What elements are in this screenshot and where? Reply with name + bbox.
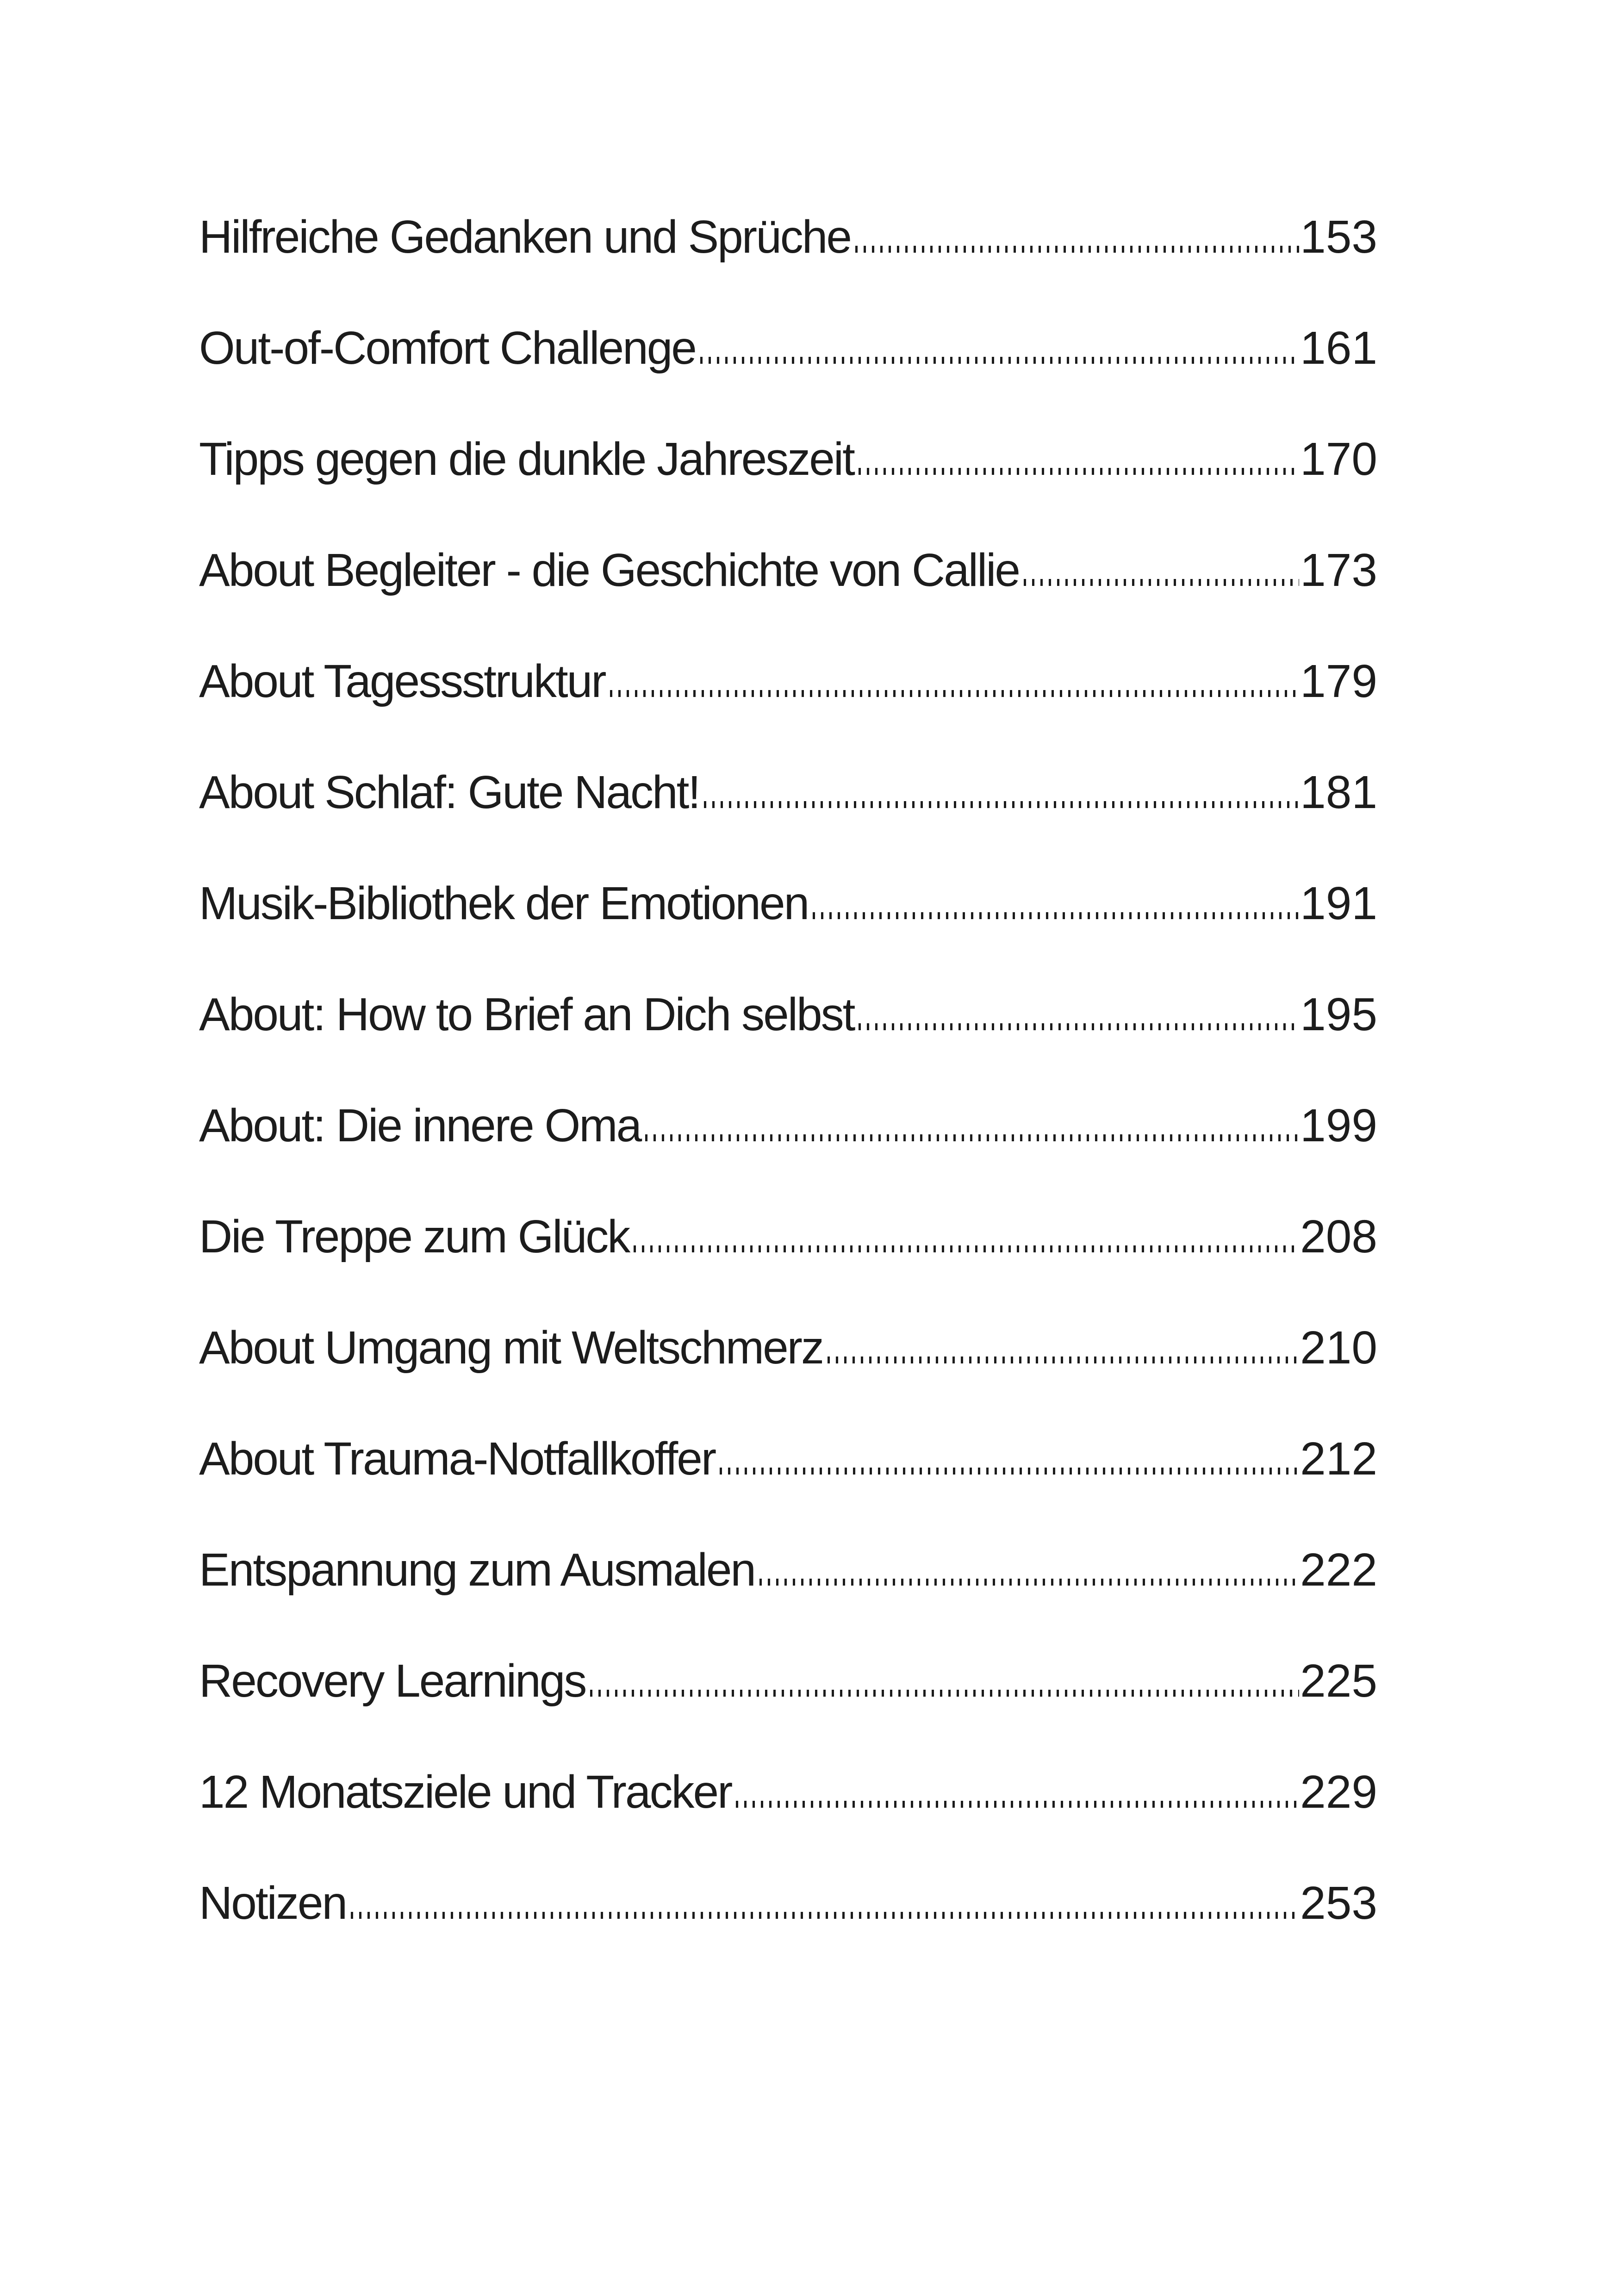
toc-dot-leader	[700, 357, 1299, 364]
toc-entry-page: 173	[1300, 544, 1377, 596]
toc-entry-page: 253	[1300, 1877, 1377, 1929]
toc-entry-title: Musik-Bibliothek der Emotionen	[199, 877, 809, 929]
toc-entry	[199, 404, 1377, 515]
toc-entry-title: Out-of-Comfort Challenge	[199, 322, 696, 374]
toc-entry	[199, 181, 1377, 292]
toc-dot-leader	[645, 1134, 1299, 1141]
toc-entry-title: Hilfreiche Gedanken und Sprüche	[199, 211, 851, 263]
toc-entry-page: 179	[1300, 655, 1377, 707]
toc-entry-title: Tipps gegen die dunkle Jahreszeit	[199, 433, 854, 485]
toc-entry	[199, 959, 1377, 1070]
toc-dot-leader	[720, 1468, 1299, 1475]
toc-entry-title: Entspannung zum Ausmalen	[199, 1544, 755, 1596]
toc-entry	[199, 1070, 1377, 1181]
toc-entry-page: 181	[1300, 766, 1377, 818]
toc-entry-title: About Begleiter - die Geschichte von Callie	[199, 544, 1020, 596]
toc-entry-page: 191	[1300, 877, 1377, 929]
toc-entry-title: About: How to Brief an Dich selbst	[199, 989, 854, 1040]
toc-entry	[199, 1736, 1377, 1848]
toc-dot-leader	[859, 1023, 1299, 1030]
toc-entry	[199, 848, 1377, 959]
toc-dot-leader	[1024, 579, 1299, 586]
toc-entry-page: 225	[1300, 1655, 1377, 1707]
toc-entry	[199, 626, 1377, 737]
toc-entry-title: Recovery Learnings	[199, 1655, 586, 1707]
toc-dot-leader	[813, 912, 1299, 919]
toc-dot-leader	[610, 690, 1300, 697]
toc-entry-title: About Tagessstruktur	[199, 655, 605, 707]
toc-entry-page: 161	[1300, 322, 1377, 374]
toc-dot-leader	[828, 1356, 1299, 1363]
toc-entry-title: About Umgang mit Weltschmerz	[199, 1322, 823, 1374]
toc-dot-leader	[704, 801, 1299, 808]
toc-entry-title: About Trauma-Notfallkoffer	[199, 1433, 716, 1485]
toc-dot-leader	[590, 1690, 1299, 1697]
toc-entry	[199, 1181, 1377, 1292]
toc-dot-leader	[351, 1912, 1299, 1919]
toc-dot-leader	[859, 468, 1299, 475]
toc-dot-leader	[736, 1801, 1299, 1808]
toc-entry-page: 212	[1300, 1433, 1377, 1485]
toc-entry-page: 229	[1300, 1766, 1377, 1818]
toc-entry-page: 208	[1300, 1211, 1377, 1263]
toc-entry	[199, 1403, 1377, 1514]
toc-entry	[199, 1514, 1377, 1625]
toc-dot-leader	[855, 246, 1299, 253]
toc-entry-page: 199	[1300, 1100, 1377, 1151]
toc-entry-page: 170	[1300, 433, 1377, 485]
toc-entry-page: 210	[1300, 1322, 1377, 1374]
toc-entry	[199, 737, 1377, 848]
toc-dot-leader	[759, 1579, 1299, 1586]
toc-entry-page: 222	[1300, 1544, 1377, 1596]
toc-entry-title: 12 Monatsziele und Tracker	[199, 1766, 732, 1818]
toc-entry	[199, 292, 1377, 404]
toc-entry-page: 195	[1300, 989, 1377, 1040]
toc-dot-leader	[634, 1245, 1299, 1252]
toc-list	[199, 181, 1377, 1959]
toc-entry-title: Notizen	[199, 1877, 347, 1929]
toc-entry-page: 153	[1300, 211, 1377, 263]
toc-entry	[199, 1848, 1377, 1959]
toc-entry-title: About Schlaf: Gute Nacht!	[199, 766, 700, 818]
toc-entry	[199, 1292, 1377, 1403]
toc-entry	[199, 515, 1377, 626]
toc-entry-title: Die Treppe zum Glück	[199, 1211, 629, 1263]
toc-entry	[199, 1625, 1377, 1736]
toc-entry-title: About: Die innere Oma	[199, 1100, 641, 1151]
